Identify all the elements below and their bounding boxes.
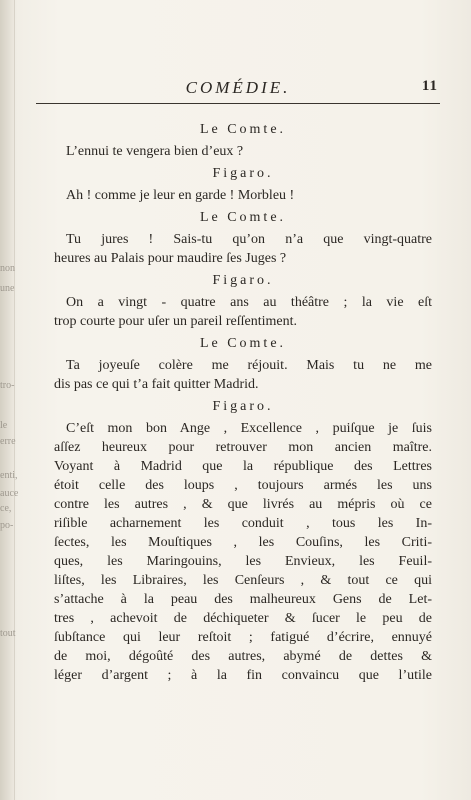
margin-bleed-text: ce, [0, 503, 12, 514]
margin-bleed-text: une [0, 283, 15, 294]
speech-line: On a vingt - quatre ans au théâtre ; la vie eſt [66, 295, 432, 310]
speech-line: trop courte pour uſer un pareil reſſentiment. [54, 314, 297, 329]
margin-bleed-text: tro- [0, 380, 15, 391]
header-rule [36, 103, 440, 104]
speech-line: de moi, dégoûté des autres, abymé de dettes & [54, 649, 432, 664]
running-title: COMÉDIE. [185, 78, 291, 97]
facing-page-edge [0, 0, 15, 800]
margin-bleed-text: auce [0, 488, 19, 499]
speech-line: étoit celle des loups , toujours armés les uns [54, 478, 432, 493]
speech [54, 142, 432, 161]
speech-line: heures au Palais pour maudire ſes Juges ? [54, 251, 287, 266]
speech-line: L’ennui te vengera bien d’eux ? [66, 144, 244, 159]
speech [54, 230, 432, 268]
speaker-name: Figaro. [212, 166, 274, 181]
speech-line: ſectes, les Mouſtiques , les Couſins, les Criti- [54, 535, 432, 550]
speech-line: Ah ! comme je leur en garde ! Morbleu ! [66, 188, 295, 203]
speaker-name: Le Comte. [199, 336, 287, 351]
speech-line: aſſez heureux pour retrouver mon ancien maître. [54, 440, 432, 455]
speech-line: liſtes, les Libraires, les Cenſeurs , & tout ce qui [54, 573, 432, 588]
play-text [54, 120, 432, 687]
speech-line: Tu jures ! Sais-tu qu’on n’a que vingt-quatre [66, 232, 432, 247]
speech-line: dis pas ce qui t’a fait quitter Madrid. [54, 377, 259, 392]
speech-line: C’eſt mon bon Ange , Excellence , puiſque je ſuis [66, 421, 432, 436]
speech [54, 356, 432, 394]
margin-bleed-text: non [0, 263, 15, 274]
margin-bleed-text: po- [0, 520, 14, 531]
speaker-name: Figaro. [212, 399, 274, 414]
margin-bleed-text: tout [0, 628, 16, 639]
speech-line: contre les autres , & que livrés au mépris où ce [54, 497, 432, 512]
margin-bleed-text: enti, [0, 470, 18, 481]
speech-line: ques, les Maringouins, les Envieux, les Feuil- [54, 554, 432, 569]
speech [54, 186, 432, 205]
speech-line: Ta joyeuſe colère me réjouit. Mais tu ne me [66, 358, 432, 373]
speech [54, 419, 432, 685]
speech-line: léger d’argent ; à la fin convaincu que l’utile [54, 668, 432, 683]
speaker-name: Le Comte. [199, 122, 287, 137]
speaker-name: Le Comte. [199, 210, 287, 225]
speaker-name: Figaro. [212, 273, 274, 288]
page-number: 11 [421, 78, 438, 94]
speech-line: riſible acharnement les conduit , tous les In- [54, 516, 432, 531]
running-header [36, 78, 440, 100]
speech-line: Voyant à Madrid que la république des Lettres [54, 459, 432, 474]
speech-line: tres , achevoit de déchiqueter & ſucer le peu de [54, 611, 432, 626]
margin-bleed-text: le [0, 420, 8, 431]
margin-bleed-text: erre [0, 436, 16, 447]
speech-line: ſubſtance qui leur reſtoit ; fatigué d’écrire, ennuyé [54, 630, 432, 645]
speech-line: s’attache à la peau des malheureux Gens de Let- [54, 592, 432, 607]
speech [54, 293, 432, 331]
